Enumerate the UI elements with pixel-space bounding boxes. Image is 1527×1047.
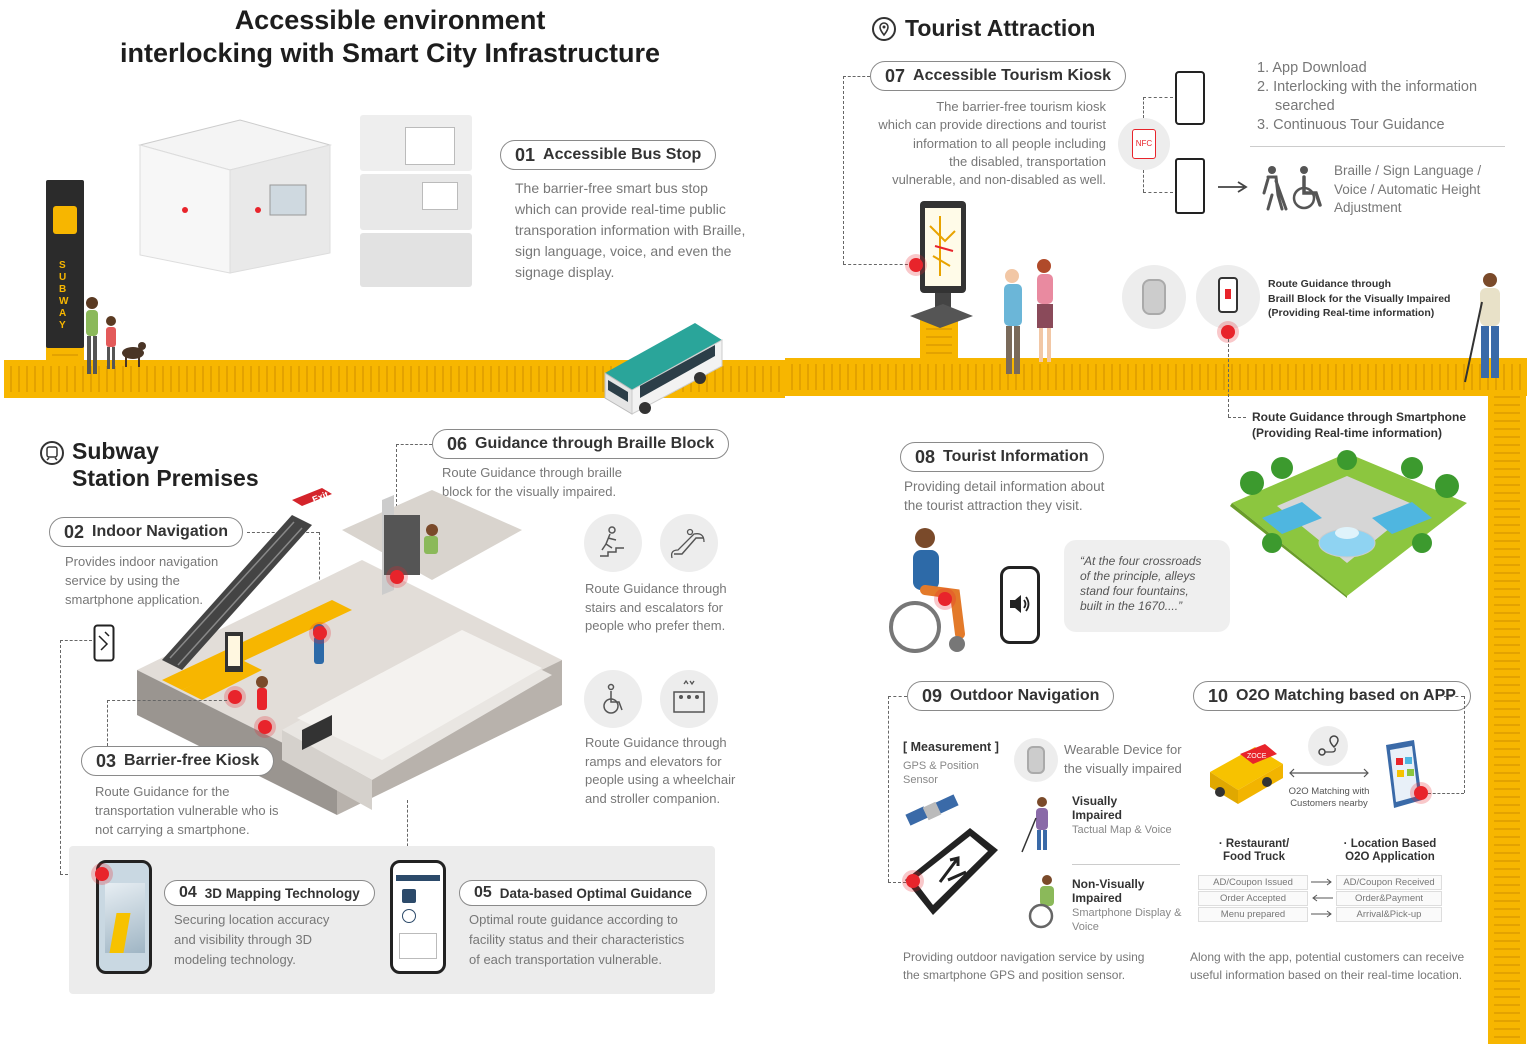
park-illustration	[1222, 448, 1472, 598]
feature-line: Adjustment	[1334, 200, 1402, 215]
desc-line: which can provide directions and tourist	[878, 117, 1106, 133]
item-10-pill	[1193, 681, 1471, 711]
text-line: Route Guidance through Smartphone	[1252, 410, 1467, 424]
o2o-left-row-2: Order Accepted	[1198, 891, 1308, 906]
step-text: searched	[1275, 98, 1335, 114]
desc-line: block for the visually impaired.	[442, 484, 617, 499]
watch-icon	[1142, 279, 1166, 315]
desc-line: Route Guidance through braille	[442, 465, 622, 480]
desc-line: the tourist attraction they visit.	[904, 498, 1083, 513]
bus-stop-detail-1	[360, 115, 472, 171]
desc-line: The barrier-free tourism kiosk	[936, 99, 1106, 114]
divider	[1250, 146, 1505, 147]
item-06-number: 06	[447, 433, 468, 454]
item-07-label: Accessible Tourism Kiosk	[913, 67, 1112, 84]
step-text: Interlocking with the information	[1273, 79, 1478, 95]
item-05-label: Data-based Optimal Guidance	[499, 885, 692, 901]
audio-phone	[1000, 566, 1040, 644]
desc-line: sign language, voice, and even the	[515, 243, 732, 259]
desc-line: useful information based on their real-time location.	[1190, 968, 1463, 982]
wearable-circle	[1014, 738, 1058, 782]
item-03-pill	[81, 746, 274, 776]
accessible-icon	[402, 909, 416, 923]
item-09-pill	[907, 681, 1114, 711]
text-line: Visually	[1072, 794, 1118, 808]
location-pin-icon	[872, 17, 896, 41]
text-line: Non-Visually	[1072, 877, 1145, 891]
item-08-number: 08	[915, 446, 936, 467]
arrow-right-icon	[1216, 180, 1250, 194]
item-04-desc	[174, 910, 329, 970]
wheelchair-ramp-icon	[584, 670, 642, 728]
item-04-label: 3D Mapping Technology	[204, 885, 360, 901]
item-08-label: Tourist Information	[943, 448, 1089, 465]
connector-line	[843, 76, 870, 77]
text-line: Smartphone Display &	[1072, 907, 1182, 919]
connector-line	[1143, 97, 1173, 98]
nvi-title	[1072, 878, 1144, 905]
o2o-left-row-3: Menu prepared	[1198, 907, 1308, 922]
title-line: Subway	[72, 438, 159, 464]
desc-line: vulnerable, and non-disabled as well.	[892, 172, 1106, 188]
desc-line: the smartphone GPS and position sensor.	[903, 968, 1126, 982]
desc-line: of each transportation vulnerable.	[469, 952, 662, 967]
bus-stop-detail-2	[360, 174, 472, 230]
desc-line: Providing detail information about	[904, 479, 1105, 494]
title-line-1: Accessible environment	[234, 5, 546, 35]
wheelchair-user-illustration	[885, 522, 975, 657]
smartphone-route-text	[1252, 409, 1466, 441]
double-arrow-icon	[1288, 768, 1370, 778]
item-06-pill	[432, 429, 729, 459]
item-01-label: Accessible Bus Stop	[543, 146, 702, 163]
vi-title	[1072, 795, 1122, 822]
desc-line: Along with the app, potential customers can receive	[1190, 950, 1465, 964]
braille-marker-subway	[258, 720, 272, 734]
item-07-number: 07	[885, 65, 906, 86]
connector-line	[1228, 339, 1229, 417]
vi-sub: Tactual Map & Voice	[1072, 824, 1172, 836]
desc-line: smartphone application.	[65, 592, 204, 607]
text-line: (Providing Real-time information)	[1252, 426, 1443, 440]
connector-line	[1228, 417, 1246, 418]
route-pin-icon	[1308, 726, 1348, 766]
item-07-pill	[870, 61, 1126, 91]
o2o-right-row-1: AD/Coupon Received	[1336, 875, 1442, 890]
item-05-pill	[459, 880, 707, 906]
o2o-arrows	[1309, 876, 1335, 922]
connector-line	[888, 696, 907, 697]
title-line: Station Premises	[72, 465, 259, 491]
bus-illustration	[600, 318, 725, 418]
item-10-desc	[1190, 948, 1464, 984]
nfc-circle	[1118, 118, 1170, 170]
text-line: Food Truck	[1223, 851, 1285, 863]
desc-line: ramps and elevators for	[585, 753, 722, 769]
measurement-title: [ Measurement ]	[903, 740, 999, 754]
item-03-label: Barrier-free Kiosk	[124, 752, 260, 769]
text-line: Impaired	[1072, 807, 1123, 822]
connector-line	[60, 640, 92, 641]
non-visually-impaired-person	[1025, 874, 1065, 930]
stairs-desc	[585, 580, 727, 636]
desc-line: service by using the	[65, 573, 180, 588]
text-line: · Location Based	[1343, 838, 1437, 850]
elevator-icon	[660, 670, 718, 728]
text-line: (Providing Real-time information)	[1268, 307, 1435, 319]
item-05-number: 05	[474, 884, 492, 901]
kiosk-marker-subway	[228, 690, 242, 704]
measurement-sub	[903, 759, 979, 787]
quote-line: of the principle, alleys	[1080, 569, 1196, 583]
text-line: Braill Block for the Visually Impaired	[1268, 292, 1451, 305]
item-09-desc	[903, 948, 1144, 984]
subway-sign-text: SUBWAY	[59, 260, 69, 331]
braille-path-vertical	[1488, 396, 1526, 1044]
speaker-icon	[1007, 591, 1033, 617]
elevator-marker	[390, 570, 404, 584]
tourist-section-title: Tourist Attraction	[905, 15, 1096, 41]
eye-icon	[402, 889, 416, 903]
desc-line: Providing outdoor navigation service by using	[903, 950, 1145, 964]
platform-marker	[313, 626, 327, 640]
smartphone-circle	[1196, 265, 1260, 329]
connector-line	[396, 444, 432, 445]
phone-icon-top	[1175, 71, 1205, 125]
desc-line: people using a wheelchair	[585, 772, 736, 787]
connector-line	[1428, 793, 1464, 794]
item-03-number: 03	[96, 750, 117, 771]
desc-line: Securing location accuracy	[174, 912, 330, 927]
title-line-2: interlocking with Smart City Infrastructure	[119, 38, 661, 68]
wheelchair-icon	[1290, 165, 1326, 211]
connector-line	[1444, 696, 1464, 697]
connector-line	[60, 640, 61, 874]
connector-line	[1143, 97, 1144, 118]
item-01-pill	[500, 140, 716, 170]
desc-line: modeling technology.	[174, 952, 296, 967]
smartphone-marker	[1221, 325, 1235, 339]
item-02-label: Indoor Navigation	[92, 523, 229, 540]
desc-line: the disabled, transportation	[949, 153, 1106, 169]
desc-line: transportation vulnerable who is	[95, 803, 279, 818]
desc-line: people who prefer them.	[585, 618, 726, 633]
desc-line: signage display.	[515, 264, 615, 280]
navigation-phone	[900, 820, 1000, 925]
kiosk-features	[1334, 162, 1481, 218]
o2o-right-head	[1332, 838, 1448, 864]
item-03-desc	[95, 782, 279, 839]
desc-line: information to all people including	[913, 135, 1106, 151]
exit-sign: Exit	[310, 489, 330, 505]
o2o-marker	[1414, 786, 1428, 800]
text-line: · Restaurant/	[1218, 838, 1290, 850]
desc-line: transporation information with Braille,	[515, 222, 746, 238]
connector-line	[843, 264, 913, 265]
page-title	[60, 4, 720, 70]
navigation-marker	[906, 874, 920, 888]
desc-line: and stroller companion.	[585, 790, 721, 806]
desc-line: facility status and their characteristics	[469, 932, 685, 947]
desc-line: Route Guidance for the	[95, 784, 230, 799]
wearable-text	[1064, 740, 1182, 778]
quote-line: stand four fountains,	[1080, 584, 1189, 598]
item-10-label: O2O Matching based on APP	[1236, 687, 1456, 704]
desc-line: The barrier-free smart bus stop	[515, 180, 708, 196]
kiosk-steps	[1257, 59, 1477, 135]
item-09-label: Outdoor Navigation	[950, 687, 1100, 704]
text-line: Customers nearby	[1290, 798, 1368, 809]
text-line: Route Guidance through	[1268, 278, 1392, 290]
item-09-number: 09	[922, 685, 943, 706]
location-match-circle	[1308, 726, 1348, 766]
escalator-circle	[660, 514, 718, 572]
item-04-number: 04	[179, 884, 197, 901]
train-circle-icon	[40, 441, 64, 465]
escalator-icon	[660, 514, 718, 572]
stairs-circle	[584, 514, 642, 572]
item-10-number: 10	[1208, 685, 1229, 706]
feature-line: Voice / Automatic Height	[1334, 181, 1481, 197]
kiosk-step: 2. Interlocking with the information	[1257, 79, 1478, 95]
kiosk-step: 1. App Download	[1257, 60, 1367, 76]
text-line: O2O Matching with	[1288, 786, 1370, 797]
wheelchair-marker	[938, 592, 952, 606]
truck-text: ZOCE	[1247, 753, 1267, 760]
food-truck-illustration	[1205, 742, 1285, 808]
desc-line: and visibility through 3D	[174, 932, 313, 947]
item-06-label: Guidance through Braille Block	[475, 435, 715, 452]
train-icon	[53, 206, 77, 234]
connector-line	[1464, 696, 1465, 793]
step-number: 1	[1257, 60, 1266, 76]
text-line: Wearable Device for	[1064, 742, 1182, 757]
braille-route-text	[1268, 277, 1450, 321]
desc-line: Route Guidance through	[585, 735, 727, 750]
o2o-left-head	[1212, 838, 1296, 864]
desc-line: Route Guidance through	[585, 581, 727, 596]
blind-man-walking	[1460, 272, 1510, 387]
desc-line: Provides indoor navigation	[65, 554, 219, 569]
text-line: Sensor	[903, 774, 938, 786]
bus-stop-illustration	[130, 115, 340, 275]
item-08-desc	[904, 477, 1104, 515]
item-07-desc	[845, 98, 1106, 189]
divider	[1072, 864, 1180, 865]
item-01-desc	[515, 178, 745, 283]
optimal-guidance-phone	[390, 860, 446, 974]
wearable-watch-icon	[1027, 746, 1045, 774]
item-08-pill	[900, 442, 1104, 472]
item-05-desc	[469, 910, 684, 970]
step-text: App Download	[1272, 60, 1367, 76]
item-04-pill	[164, 880, 375, 906]
smartphone-icon	[1218, 277, 1238, 313]
nfc-icon: NFC	[1132, 129, 1156, 159]
visually-impaired-person	[1020, 796, 1060, 854]
connector-line	[1143, 192, 1173, 193]
text-line: Impaired	[1072, 890, 1123, 905]
quote-bubble	[1064, 540, 1230, 632]
step-number: 2	[1257, 79, 1266, 95]
desc-line: stairs and escalators for	[585, 599, 724, 615]
ramp-circle	[584, 670, 642, 728]
blind-person-icon	[1258, 165, 1288, 211]
indoor-nav-phone-icon	[93, 624, 115, 662]
connector-line	[107, 700, 227, 701]
stairs-icon	[584, 514, 642, 572]
bus-stop-detail-3	[360, 233, 472, 287]
braille-path-right	[785, 358, 1527, 396]
quote-line: built in the 1670....”	[1080, 599, 1183, 613]
watch-circle	[1122, 265, 1186, 329]
o2o-right-row-2: Order&Payment	[1336, 891, 1442, 906]
text-line: Voice	[1072, 921, 1099, 933]
tourists-illustration	[998, 256, 1068, 381]
desc-line: not carrying a smartphone.	[95, 822, 250, 837]
3d-mapping-marker	[95, 867, 109, 881]
o2o-right-row-3: Arrival&Pick-up	[1336, 907, 1442, 922]
desc-line: which can provide real-time public	[515, 201, 726, 217]
step-number: 3	[1257, 117, 1266, 133]
feature-line: Braille / Sign Language /	[1334, 163, 1482, 178]
connector-line	[888, 696, 889, 882]
elevator-circle	[660, 670, 718, 728]
kiosk-step: 3. Continuous Tour Guidance	[1257, 117, 1445, 133]
quote-line: “At the four crossroads	[1080, 554, 1202, 568]
o2o-left-row-1: AD/Coupon Issued	[1198, 875, 1308, 890]
kiosk-step	[1257, 97, 1477, 116]
item-01-number: 01	[515, 144, 536, 165]
connector-line	[107, 700, 108, 746]
ramps-desc	[585, 734, 735, 808]
text-line: O2O Application	[1345, 851, 1435, 863]
nvi-sub	[1072, 906, 1181, 934]
kiosk-marker	[909, 258, 923, 272]
kiosk-small-icon	[1175, 158, 1205, 214]
desc-line: Optimal route guidance according to	[469, 912, 678, 927]
step-text: Continuous Tour Guidance	[1273, 117, 1445, 133]
connector-line	[1143, 170, 1144, 192]
text-line: the visually impaired	[1064, 761, 1182, 776]
text-line: GPS & Position	[903, 760, 979, 772]
people-with-guide-dog	[78, 295, 148, 380]
o2o-matching-text	[1286, 786, 1372, 810]
item-02-number: 02	[64, 521, 85, 542]
connector-line	[843, 76, 844, 264]
